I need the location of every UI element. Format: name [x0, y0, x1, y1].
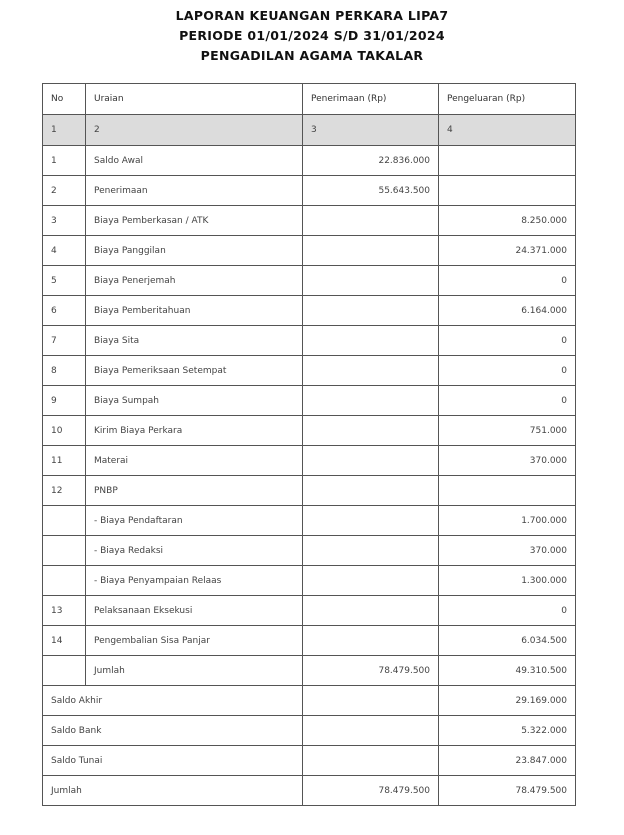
row-penerimaan: 55.643.500: [303, 176, 439, 206]
row-pengeluaran: 0: [439, 326, 576, 356]
row-pengeluaran: 49.310.500: [439, 656, 576, 686]
row-penerimaan: [303, 206, 439, 236]
row-no: 1: [43, 146, 86, 176]
table-row: [43, 566, 576, 596]
row-uraian: Jumlah: [86, 656, 303, 686]
row-no: 5: [43, 266, 86, 296]
summary-penerimaan: [303, 686, 439, 716]
row-pengeluaran: 1.700.000: [439, 506, 576, 536]
row-uraian: Biaya Sita: [86, 326, 303, 356]
summary-pengeluaran: 5.322.000: [439, 716, 576, 746]
row-no: 13: [43, 596, 86, 626]
table-row: [43, 356, 576, 386]
table-row: [43, 626, 576, 656]
row-penerimaan: [303, 386, 439, 416]
summary-label: Saldo Akhir: [43, 686, 303, 716]
summary-label: Saldo Bank: [43, 716, 303, 746]
row-no: 8: [43, 356, 86, 386]
row-uraian: - Biaya Penyampaian Relaas: [86, 566, 303, 596]
column-index: 4: [439, 115, 576, 146]
column-index: 3: [303, 115, 439, 146]
row-penerimaan: [303, 356, 439, 386]
row-pengeluaran: [439, 476, 576, 506]
row-uraian: Penerimaan: [86, 176, 303, 206]
row-uraian: Pelaksanaan Eksekusi: [86, 596, 303, 626]
table-row: [43, 596, 576, 626]
table-row: [43, 296, 576, 326]
header-penerimaan: Penerimaan (Rp): [303, 84, 439, 115]
row-pengeluaran: 370.000: [439, 536, 576, 566]
row-uraian: Biaya Panggilan: [86, 236, 303, 266]
row-uraian: Saldo Awal: [86, 146, 303, 176]
row-pengeluaran: 6.164.000: [439, 296, 576, 326]
row-penerimaan: [303, 566, 439, 596]
header-no: No: [43, 84, 86, 115]
row-pengeluaran: 8.250.000: [439, 206, 576, 236]
summary-pengeluaran: 29.169.000: [439, 686, 576, 716]
table-header-row: [43, 84, 576, 115]
row-uraian: - Biaya Pendaftaran: [86, 506, 303, 536]
row-no: 12: [43, 476, 86, 506]
row-pengeluaran: [439, 176, 576, 206]
row-no: 2: [43, 176, 86, 206]
row-uraian: Biaya Pemberkasan / ATK: [86, 206, 303, 236]
row-penerimaan: [303, 446, 439, 476]
report-title: [0, 0, 624, 66]
row-no: 4: [43, 236, 86, 266]
report-title-line-3: PENGADILAN AGAMA TAKALAR: [200, 48, 424, 63]
table-row: [43, 146, 576, 176]
row-uraian: - Biaya Redaksi: [86, 536, 303, 566]
row-penerimaan: [303, 266, 439, 296]
table-row: [43, 266, 576, 296]
summary-pengeluaran: 78.479.500: [439, 776, 576, 806]
summary-pengeluaran: 23.847.000: [439, 746, 576, 776]
row-uraian: Biaya Pemeriksaan Setempat: [86, 356, 303, 386]
row-pengeluaran: 6.034.500: [439, 626, 576, 656]
summary-penerimaan: 78.479.500: [303, 776, 439, 806]
row-uraian: Kirim Biaya Perkara: [86, 416, 303, 446]
row-no: [43, 506, 86, 536]
summary-row: [43, 716, 576, 746]
row-penerimaan: [303, 596, 439, 626]
summary-penerimaan: [303, 716, 439, 746]
table-row: [43, 176, 576, 206]
row-penerimaan: [303, 236, 439, 266]
row-uraian: PNBP: [86, 476, 303, 506]
column-index-row: [43, 115, 576, 146]
report-title-line-2: PERIODE 01/01/2024 S/D 31/01/2024: [179, 28, 445, 43]
row-pengeluaran: 24.371.000: [439, 236, 576, 266]
summary-label: Saldo Tunai: [43, 746, 303, 776]
table-row: [43, 206, 576, 236]
row-pengeluaran: [439, 146, 576, 176]
row-no: 3: [43, 206, 86, 236]
table-row: [43, 536, 576, 566]
table-row: [43, 416, 576, 446]
row-uraian: Biaya Sumpah: [86, 386, 303, 416]
row-penerimaan: [303, 326, 439, 356]
table-row: [43, 326, 576, 356]
row-penerimaan: 78.479.500: [303, 656, 439, 686]
row-no: [43, 566, 86, 596]
table-row: [43, 236, 576, 266]
column-index: 2: [86, 115, 303, 146]
header-pengeluaran: Pengeluaran (Rp): [439, 84, 576, 115]
summary-penerimaan: [303, 746, 439, 776]
row-pengeluaran: 370.000: [439, 446, 576, 476]
row-no: 10: [43, 416, 86, 446]
report-title-line-1: LAPORAN KEUANGAN PERKARA LIPA7: [175, 8, 449, 23]
row-penerimaan: [303, 626, 439, 656]
summary-row: [43, 746, 576, 776]
row-pengeluaran: 0: [439, 266, 576, 296]
table-row: [43, 446, 576, 476]
row-no: [43, 536, 86, 566]
table-row: [43, 506, 576, 536]
summary-label: Jumlah: [43, 776, 303, 806]
row-pengeluaran: 1.300.000: [439, 566, 576, 596]
row-no: 14: [43, 626, 86, 656]
row-uraian: Biaya Pemberitahuan: [86, 296, 303, 326]
header-uraian: Uraian: [86, 84, 303, 115]
summary-row: [43, 686, 576, 716]
row-no: 6: [43, 296, 86, 326]
column-index: 1: [43, 115, 86, 146]
row-penerimaan: [303, 416, 439, 446]
row-uraian: Biaya Penerjemah: [86, 266, 303, 296]
row-no: 9: [43, 386, 86, 416]
row-pengeluaran: 751.000: [439, 416, 576, 446]
row-penerimaan: [303, 296, 439, 326]
row-no: 7: [43, 326, 86, 356]
row-pengeluaran: 0: [439, 386, 576, 416]
row-penerimaan: 22.836.000: [303, 146, 439, 176]
row-uraian: Pengembalian Sisa Panjar: [86, 626, 303, 656]
row-uraian: Materai: [86, 446, 303, 476]
table-row: [43, 386, 576, 416]
row-no: 11: [43, 446, 86, 476]
table-row: [43, 476, 576, 506]
row-penerimaan: [303, 476, 439, 506]
summary-row: [43, 776, 576, 806]
row-penerimaan: [303, 506, 439, 536]
row-pengeluaran: 0: [439, 356, 576, 386]
row-pengeluaran: 0: [439, 596, 576, 626]
financial-report-table: [42, 83, 576, 806]
row-penerimaan: [303, 536, 439, 566]
row-no: [43, 656, 86, 686]
table-row: [43, 656, 576, 686]
